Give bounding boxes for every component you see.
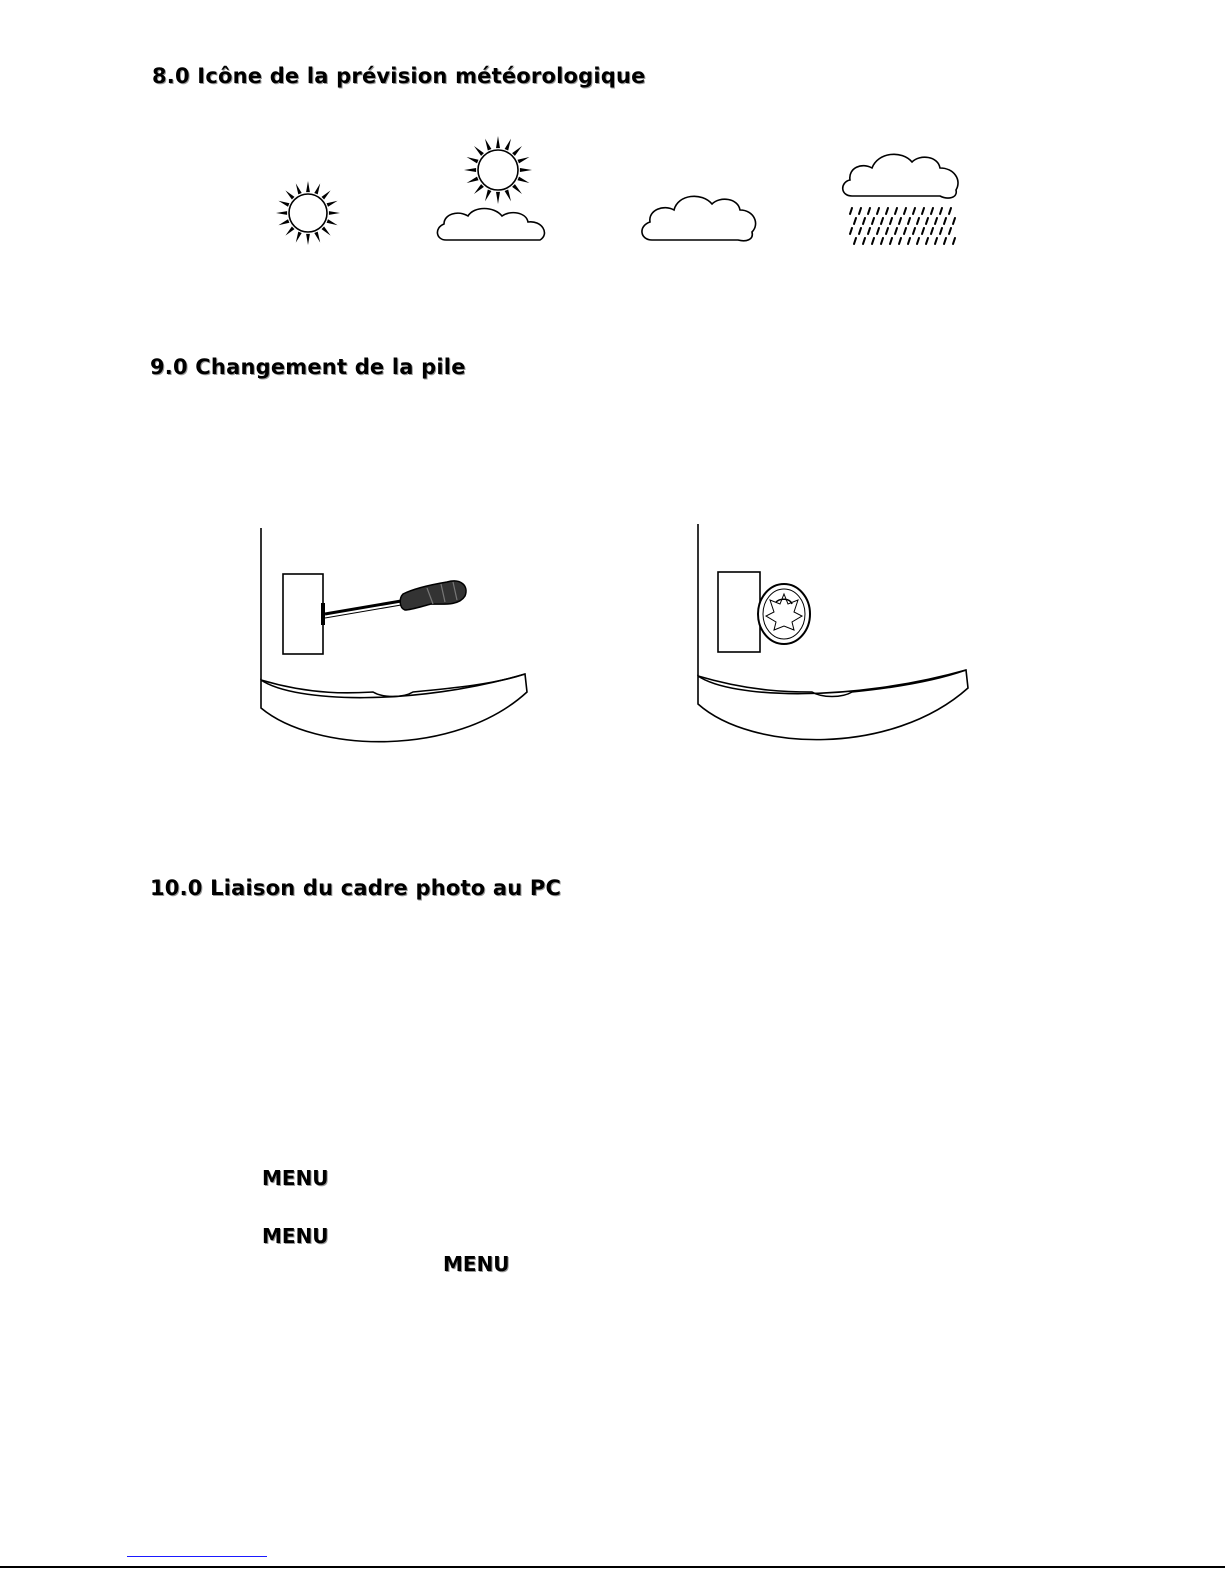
footer-rule — [0, 1566, 1225, 1568]
rain-drop — [859, 228, 861, 234]
rain-drop — [949, 228, 951, 234]
sun-ray — [322, 190, 331, 199]
sun-ray — [474, 184, 484, 194]
rain-drop — [899, 238, 901, 244]
rain-drop — [944, 218, 946, 224]
sun-ray — [285, 190, 294, 199]
footnote-underline — [127, 1556, 267, 1557]
sun-ray — [322, 227, 331, 236]
sun-ray — [314, 232, 320, 243]
sun-ray — [485, 190, 491, 202]
sun-ray — [520, 168, 532, 172]
section-heading-weather: 8.0 Icône de la prévision météorologique — [152, 64, 646, 88]
rain-drop — [913, 228, 915, 234]
sun-ray — [512, 146, 522, 156]
rain-drop — [944, 238, 946, 244]
rain-drop — [872, 238, 874, 244]
sun-ray — [296, 232, 302, 243]
sun-ray — [327, 219, 338, 225]
rain-drop — [890, 218, 892, 224]
sun-ray — [512, 184, 522, 194]
rain-drop — [917, 218, 919, 224]
rain-drop — [886, 208, 888, 214]
sun-ray — [464, 168, 476, 172]
rain-drop — [926, 218, 928, 224]
rain-drop — [850, 228, 852, 234]
rain-drop — [940, 228, 942, 234]
sun-ray — [278, 219, 289, 225]
sun-ray — [329, 211, 340, 215]
rain-drop — [895, 228, 897, 234]
rain-drop — [859, 208, 861, 214]
sun-ray — [306, 234, 310, 245]
rain-drop — [917, 238, 919, 244]
rain-drop — [935, 218, 937, 224]
rain-drop — [877, 208, 879, 214]
sun-ray — [467, 157, 479, 163]
rain-drop — [854, 238, 856, 244]
sun-ray — [496, 192, 500, 204]
rain-drop — [908, 238, 910, 244]
sun-ray — [474, 146, 484, 156]
section-heading-battery: 9.0 Changement de la pile — [150, 355, 466, 379]
rain-drop — [868, 228, 870, 234]
rain-drop — [904, 208, 906, 214]
cloud-icon — [638, 184, 762, 246]
rain-drop — [935, 238, 937, 244]
rain-drop — [926, 238, 928, 244]
rain-drop — [872, 218, 874, 224]
rain-drop — [904, 228, 906, 234]
sun-ray — [505, 139, 511, 151]
rain-drop — [940, 208, 942, 214]
coin-illustration — [692, 524, 974, 760]
rain-drop — [863, 238, 865, 244]
rain-drop — [881, 218, 883, 224]
menu-label: MENU — [443, 1252, 510, 1276]
sun-ray — [518, 177, 530, 183]
menu-label: MENU — [262, 1166, 329, 1190]
rain-drop — [899, 218, 901, 224]
rain-drop — [863, 218, 865, 224]
sun-icon — [270, 178, 346, 248]
sun-ray — [314, 183, 320, 194]
sun-ray — [518, 157, 530, 163]
rain-drop — [931, 228, 933, 234]
screwdriver-illustration — [255, 528, 535, 760]
rain-icon — [840, 150, 966, 250]
sun-cloud-icon — [432, 136, 556, 248]
rain-drop — [854, 218, 856, 224]
rain-drop — [922, 208, 924, 214]
sun-ray — [296, 183, 302, 194]
rain-drop — [908, 218, 910, 224]
rain-drop — [931, 208, 933, 214]
sun-ray — [485, 139, 491, 151]
rain-drop — [953, 238, 955, 244]
rain-drop — [868, 208, 870, 214]
rain-drop — [895, 208, 897, 214]
rain-drop — [890, 238, 892, 244]
section-heading-pc-link: 10.0 Liaison du cadre photo au PC — [150, 876, 562, 900]
rain-drop — [922, 228, 924, 234]
rain-drop — [949, 208, 951, 214]
rain-drop — [850, 208, 852, 214]
rain-drop — [953, 218, 955, 224]
sun-ray — [467, 177, 479, 183]
rain-drop — [913, 208, 915, 214]
sun-ray — [285, 227, 294, 236]
sun-ray — [306, 181, 310, 192]
rain-drop — [881, 238, 883, 244]
rain-drop — [886, 228, 888, 234]
rain-drop — [877, 228, 879, 234]
sun-ray — [278, 201, 289, 207]
sun-ray — [327, 201, 338, 207]
sun-ray — [505, 190, 511, 202]
sun-ray — [496, 136, 500, 148]
sun-ray — [276, 211, 287, 215]
menu-label: MENU — [262, 1224, 329, 1248]
